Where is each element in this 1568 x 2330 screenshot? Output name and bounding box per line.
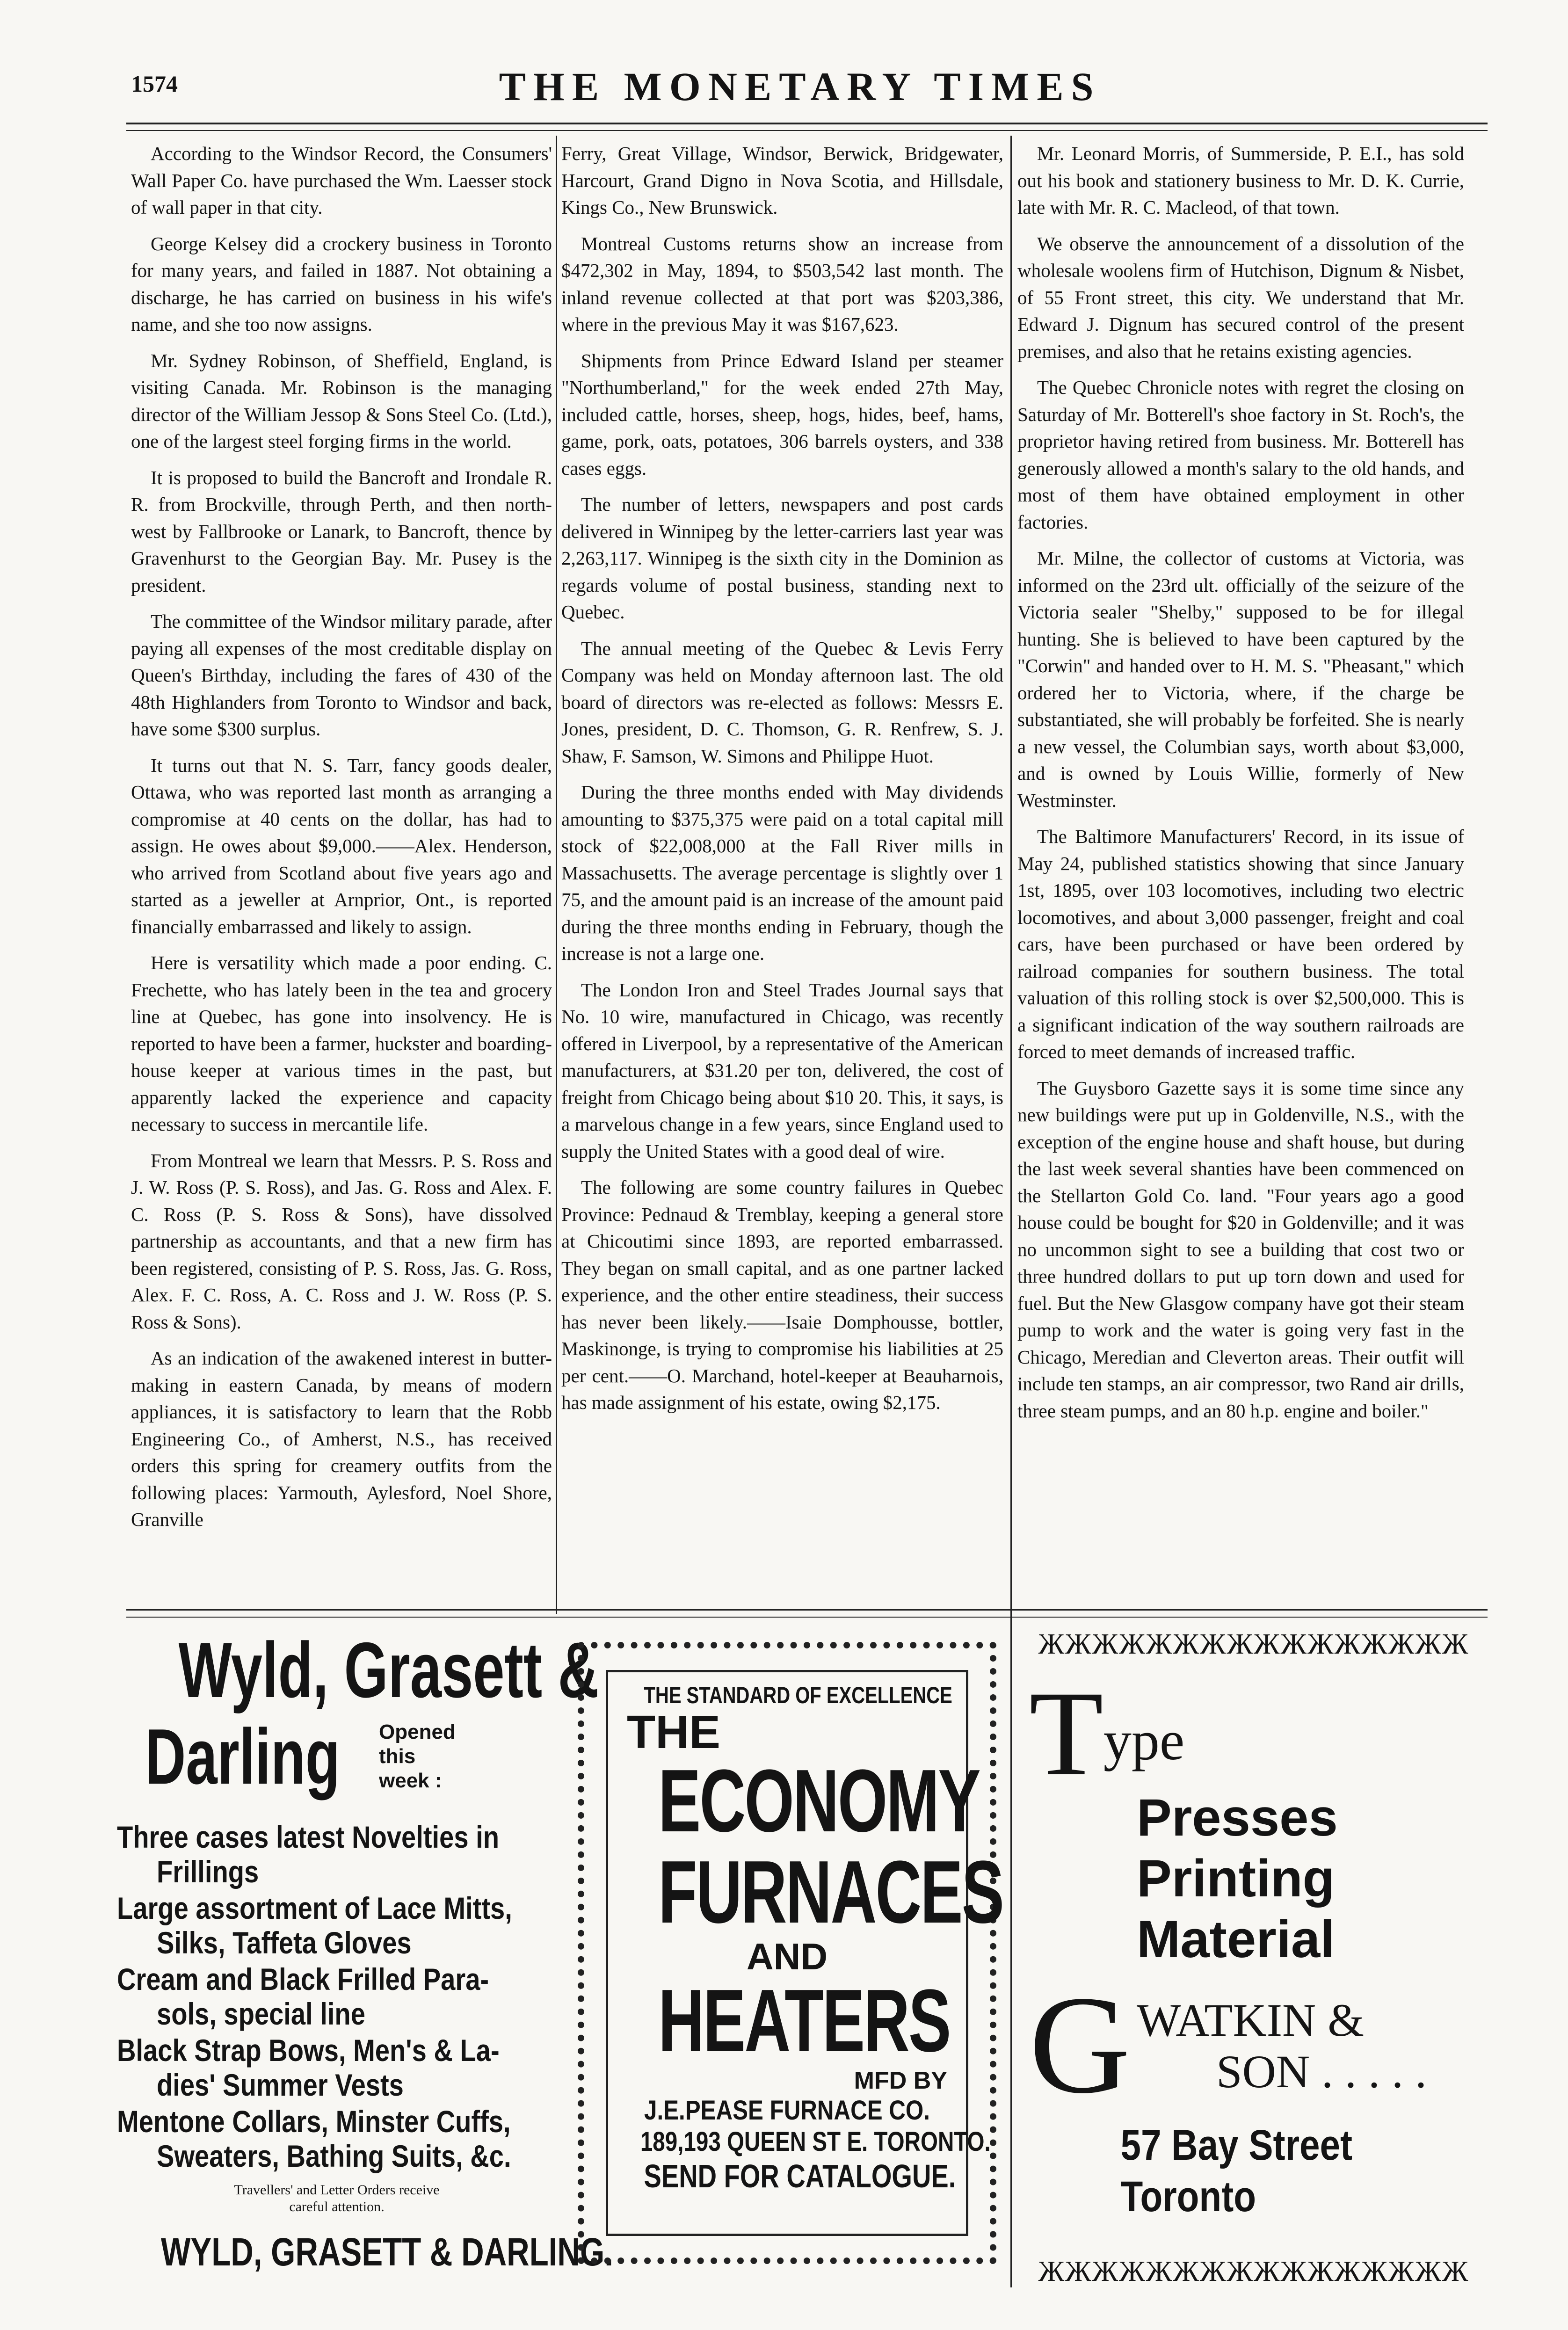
ad-line: Material [1137,1910,1335,1968]
ad-item-list [117,1820,557,2173]
ad-item-line: Frillings [157,1854,259,1889]
article-paragraph: Mr. Milne, the collector of customs at Victoria, was informed on the 23rd ult. officially of the seizure of the Victoria sealer "Shelby," supposed to be for illegal hunting. She is believed to have been captured by the "Corwin" and handed over to H. M. S. "Pheasant," which ordered her to Victoria, where, if the charge be substantiated, she will probably be forfeited. She is nearly a new vessel, the Columbian says, worth about $3,000, and is owned by Louis Willie, formerly of New Westminster. [1017,547,1464,811]
article-paragraph: According to the Windsor Record, the Consumers' Wall Paper Co. have purchased the Wm. Laesser stock of wall paper in that city. [131,143,552,218]
ad-send-catalogue: SEND FOR CATALOGUE. [644,2158,956,2194]
ad-note [117,2182,557,2215]
header-rule [126,123,1488,124]
ad-type-initial: T [1029,1666,1103,1801]
ad-city: Toronto [1120,2173,1256,2221]
article-paragraph: Here is versatility which made a poor ending. C. Frechette, who has lately been in the tea and grocery line at Quebec, has gone into insolvency. He is reported to have been a farmer, huckster and boarding-house keeper at various times in the past, but apparently lacked the experience and capacity necessary to success in mercantile life. [131,952,552,1135]
ad-item [117,1820,499,1889]
article-paragraph: Ferry, Great Village, Windsor, Berwick, Bridgewater, Harcourt, Grand Digno in Nova Scotia, and Hillsdale, Kings Co., New Brunswick. [561,143,1003,218]
ad-item [117,1962,491,2031]
article-paragraph: The annual meeting of the Quebec & Levis Ferry Company was held on Monday afternoon last. The old board of directors was re-elected as follows: Messrs E. Jones, president, D. C. Thomson, G. R. Renfrew, S. J. Shaw, F. Samson, W. Simons and Philippe Huot. [561,637,1003,767]
ad-economy: ECONOMY [658,1751,980,1851]
ad-opened-note [379,1720,456,1793]
ad-title: Wyld, Grasett & [178,1626,599,1714]
ad-title-row [145,1712,557,1801]
ad-standard: THE STANDARD OF EXCELLENCE [644,1682,952,1708]
ad-item [117,2033,500,2102]
article-paragraph: The Baltimore Manufacturers' Record, in its issue of May 24, published statistics showing that since January 1st, 1895, over 103 locomotives, including two electric locomotives, and about 3,000 passenger, freight and coal cars, have been purchased or have been ordered by railroad companies for southern business. The total valuation of this rolling stock is over $2,500,000. This is a significant indication of the way southern railroads are forced to meet demands of increased traffic. [1017,826,1464,1062]
ad-opened-line: Opened [379,1720,456,1743]
ad-note-line: Travellers' and Letter Orders receive [234,2182,440,2198]
ad-item-line: Three cases latest Novelties in [117,1820,499,1854]
column-rule [1010,136,1012,2287]
advertisement-gwatkin-son [1029,1628,1478,2287]
column-middle [561,140,1003,1426]
article-paragraph: Montreal Customs returns show an increase from $472,302 in May, 1894, to $503,542 last month. The inland revenue collected at that port was $203,386, where in the previous May it was $167,623. [561,232,1003,335]
advertisement-wyld-grasett-darling [117,1626,613,2274]
ad-inner-frame [606,1670,1003,2236]
column-rule [556,136,557,1614]
ad-item-line: sols, special line [157,1996,365,2031]
column-right [1017,140,1464,1434]
article-paragraph: The Guysboro Gazette says it is some time since any new buildings were put up in Goldenville, N.S., with the exception of the engine house and shaft house, but during the last week several shanties have been commenced on the Stellarton Gold Co. land. "Four years ago a good house could be bought for $20 in Goldenville; and it was no uncommon sight to see a building that cost two or three hundred dollars to put up torn down and used for fuel. But the New Glasgow company have got their steam pump to work and the water is going very fast in the Chicago, Meredian and Cleverton areas. Their outfit will include ten stamps, an air compressor, two Rand air drills, three steam pumps, and an 80 h.p. engine and boiler." [1017,1077,1464,1422]
ad-company-son: SON . . . . . [1216,2046,1427,2098]
ad-note-line: careful attention. [289,2199,385,2214]
ads-rule [126,1609,1488,1611]
ad-title-darling: Darling [145,1713,340,1800]
ad-company-name [1029,1967,1478,2122]
ad-heaters: HEATERS [658,1971,950,2070]
ad-address: 189,193 QUEEN ST E. TORONTO. [640,2127,991,2157]
article-paragraph: The following are some country failures in Quebec Province: Pednaud & Tremblay, keeping a general store at Chicoutimi since 1893, are reported embarrassed. They began on small capital, and as one partner lacked experience, and the other entire steadiness, their success has never been likely.——Isaie Domphousse, bottler, Maskinonge, is trying to compromise his liabilities at 25 per cent.——O. Marchand, hotel-keeper at Beauharnois, has made assignment of his estate, owing $2,175. [561,1176,1003,1413]
ad-type [1029,1666,1478,1801]
ad-furnaces: FURNACES [658,1843,1003,1942]
ad-item [117,1891,512,1960]
column-left [131,140,552,1543]
ad-footer: WYLD, GRASETT & DARLING. [161,2230,613,2274]
article-paragraph: The committee of the Windsor military parade, after paying all expenses of the most creditable display on Queen's Birthday, including the fares of 430 of the 48th Highlanders from Toronto to Windsor and back, have some $300 surplus. [131,610,552,740]
article-paragraph: Mr. Sydney Robinson, of Sheffield, England, is visiting Canada. Mr. Robinson is the managing director of the William Jessop & Sons Steel Co. (Ltd.), one of the largest steel forging firms in the world. [131,349,552,452]
ad-company: J.E.PEASE FURNACE CO. [644,2095,930,2126]
masthead: THE MONETARY TIMES [499,64,1101,109]
article-paragraph: We observe the announcement of a dissolution of the wholesale woolens firm of Hutchison, Dignum & Nisbet, of 55 Front street, this city. We understand that Mr. Edward J. Dignum has secured control of the present premises, and also that he retains existing agencies. [1017,232,1464,362]
article-paragraph: It is proposed to build the Bancroft and Irondale R. R. from Brockville, through Perth, and then north-west by Fallbrooke or Lanark, to Bancroft, thence by Gravenhurst to the Georgian Bay. Mr. Pusey is the president. [131,466,552,596]
ads-rule-thin [126,1617,1488,1618]
ad-mfd-by: MFD BY [854,2067,947,2094]
ad-the: THE [627,1706,720,1758]
ad-item-line: Sweaters, Bathing Suits, &c. [157,2139,511,2173]
ad-item-line: Cream and Black Frilled Para- [117,1962,489,1996]
ornament-top: ЖЖЖЖЖЖЖЖЖЖЖЖЖЖЖЖ [1038,1628,1469,1660]
ad-type-rest: ype [1103,1709,1185,1771]
ad-item-line: Large assortment of Lace Mitts, [117,1891,512,1925]
page-number: 1574 [131,71,178,97]
ornament-bottom: ЖЖЖЖЖЖЖЖЖЖЖЖЖЖЖЖ [1038,2256,1469,2287]
ad-item-line: Mentone Collars, Minster Cuffs, [117,2104,511,2139]
ad-line: Printing [1137,1849,1335,1908]
article-paragraph: Mr. Leonard Morris, of Summerside, P. E.I., has sold out his book and stationery business to Mr. D. K. Currie, late with Mr. R. C. Macleod, of that town. [1017,143,1464,218]
ad-item [117,2104,511,2173]
ad-and: AND [746,1936,828,1977]
ad-street: 57 Bay Street [1120,2121,1353,2169]
article-paragraph: George Kelsey did a crockery business in Toronto for many years, and failed in 1887. Not obtaining a discharge, he has carried on business in his wife's name, and she too now assigns. [131,232,552,335]
ad-item-line: Black Strap Bows, Men's & La- [117,2033,500,2068]
ad-company-initial: G [1029,1967,1131,2122]
advertisement-economy-furnaces [578,1642,1003,2264]
article-paragraph: The London Iron and Steel Trades Journal says that No. 10 wire, manufactured in Chicago, was recently offered in Liverpool, by a representative of the American manufacturers, at $31.20 per ton, delivered, the cost of freight from Chicago being about $10 20. This, it says, is a marvelous change in a few years, since England used to supply the United States with a good deal of wire. [561,979,1003,1162]
ad-opened-line: this [379,1745,416,1768]
ad-company-watkin: WATKIN & [1137,1994,1365,2046]
article-paragraph: The Quebec Chronicle notes with regret the closing on Saturday of Mr. Botterell's shoe factory in St. Roch's, the proprietor having retired from business. Mr. Botterell has generously allowed a month's salary to the old hands, and most of them have obtained employment in other factories. [1017,377,1464,533]
article-paragraph: During the three months ended with May dividends amounting to $375,375 were paid on a total capital mill stock of $22,008,000 at the Fall River mills in Massachusetts. The average percentage is slightly over 1 75, and the amount paid is an increase of the amount paid during the three months ending in February, though the increase is not a large one. [561,781,1004,964]
article-paragraph: As an indication of the awakened interest in butter-making in eastern Canada, by means of modern appliances, it is satisfactory to learn that the Robb Engineering Co., of Amherst, N.S., has received orders this spring for creamery outfits from the following places: Yarmouth, Aylesford, Noel Shore, Granville [131,1347,552,1530]
ad-item-line: Silks, Taffeta Gloves [157,1925,412,1960]
article-paragraph: It turns out that N. S. Tarr, fancy goods dealer, Ottawa, who was reported last month as arranging a compromise at 40 cents on the dollar, has had to assign. He owes about $9,000.——Alex. Henderson, who arrived from Scotland about five years ago and started as a jeweller at Arnprior, Ont., is reported financially embarrassed and likely to assign. [131,754,552,937]
article-paragraph: The number of letters, newspapers and post cards delivered in Winnipeg by the letter-carriers last year was 2,263,117. Winnipeg is the sixth city in the Dominion as regards volume of postal business, standing next to Quebec. [561,494,1003,623]
header-rule-thin [126,130,1488,131]
ad-line: Presses [1137,1788,1338,1847]
ad-item-line: dies' Summer Vests [157,2068,404,2102]
article-paragraph: From Montreal we learn that Messrs. P. S. Ross and J. W. Ross (P. S. Ross), and Jas. G. Ross and Alex. F. C. Ross (P. S. Ross & Sons), have dissolved partnership as accountants, and that a new firm has been registered, consisting of P. S. Ross, Jas. G. Ross, Alex. F. C. Ross, A. C. Ross and J. W. Ross (P. S. Ross & Sons). [131,1149,552,1333]
ad-opened-line: week : [379,1769,442,1792]
article-paragraph: Shipments from Prince Edward Island per steamer "Northumberland," for the week ended 27th May, included cattle, horses, sheep, hogs, hides, beef, hams, game, pork, oats, potatoes, 306 barrels oysters, and 338 cases eggs. [561,349,1003,479]
